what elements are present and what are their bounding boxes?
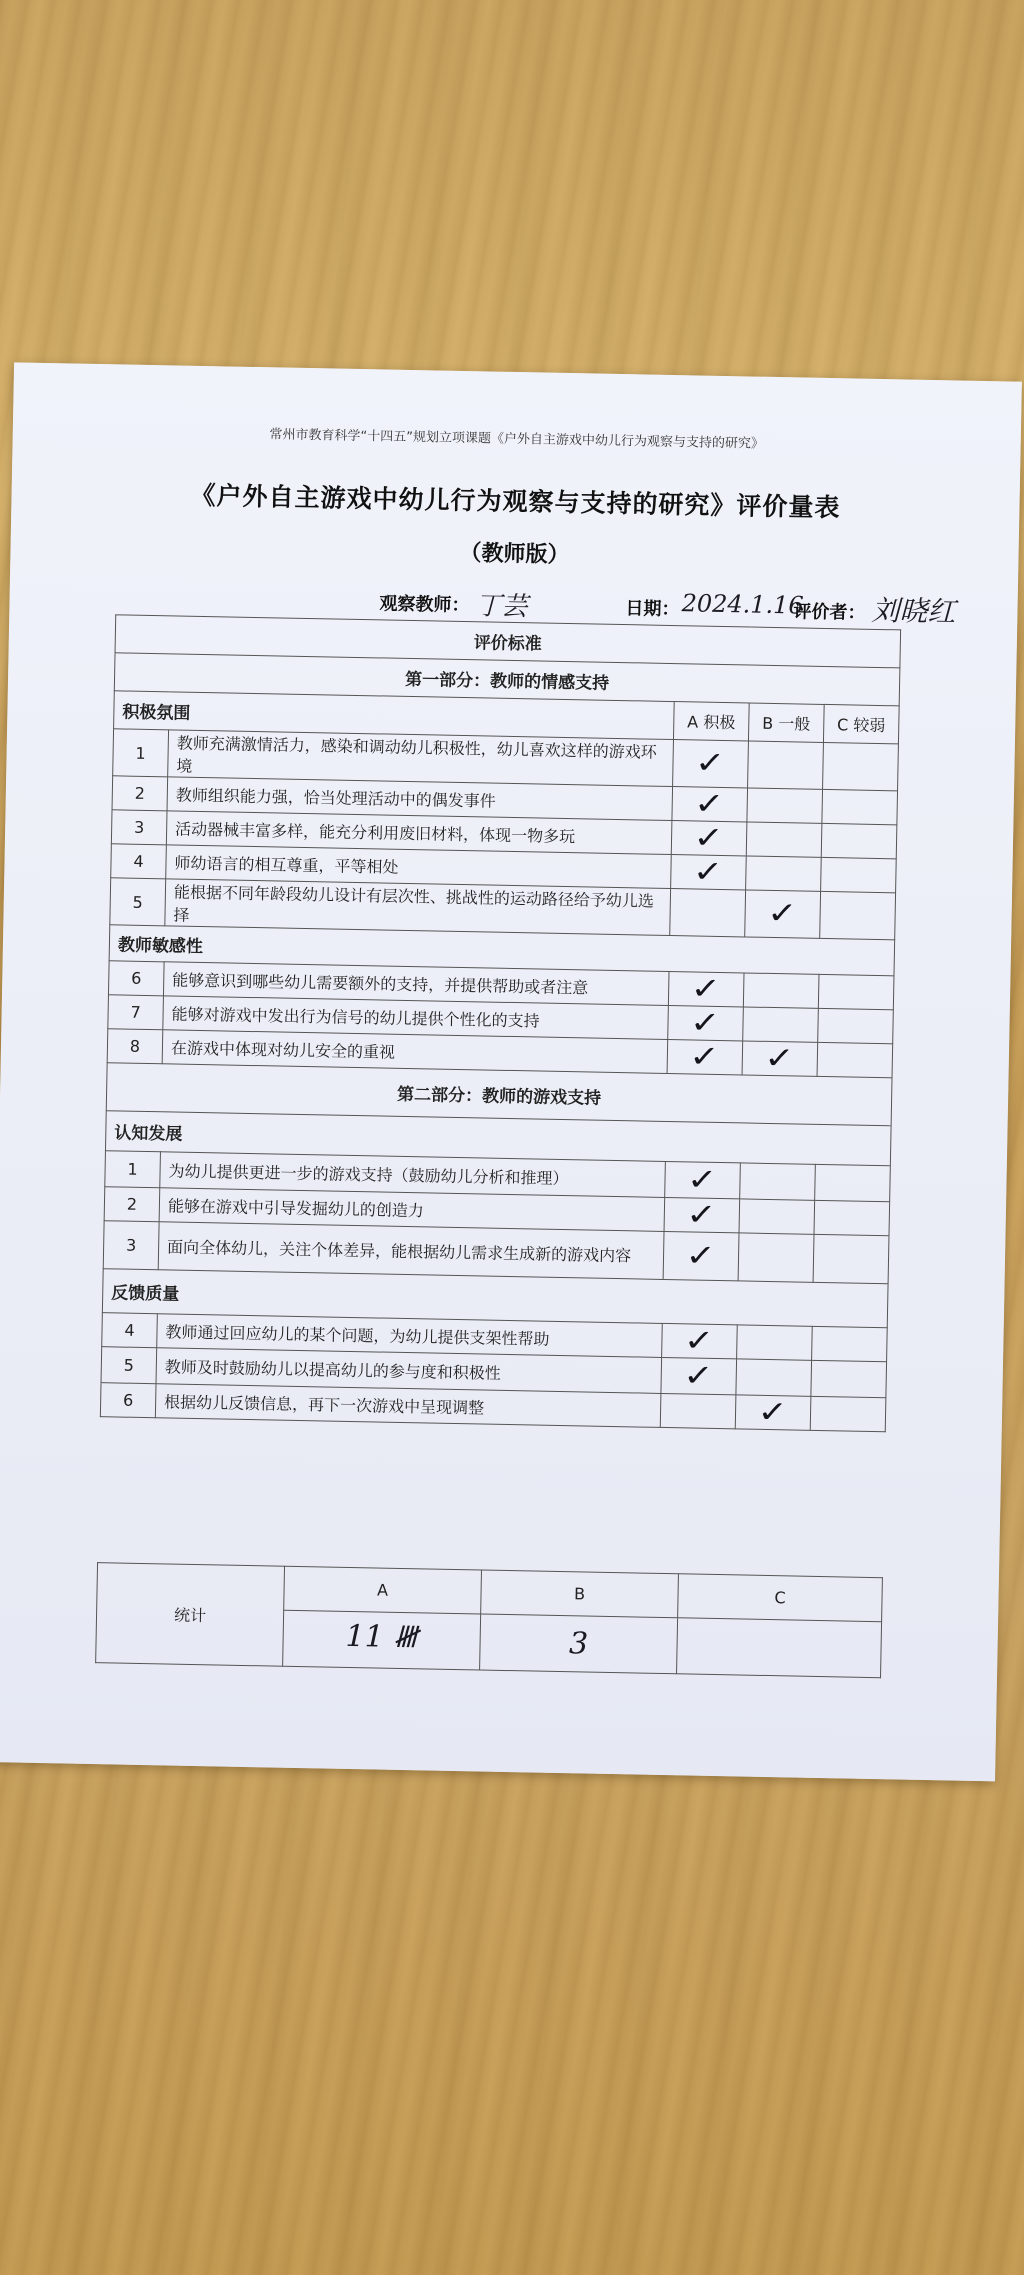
row-number: 1: [105, 1151, 161, 1188]
date-handwritten: 2024.1.16: [681, 589, 804, 620]
check-mark-a: ✓: [695, 745, 726, 782]
column-c-header: C 较弱: [823, 704, 899, 743]
row-text: 能够在游戏中引导发掘幼儿的创造力: [159, 1188, 665, 1232]
row-text: 能根据不同年龄段幼儿设计有层次性、挑战性的运动路径给予幼儿选择: [165, 879, 671, 936]
check-mark-b: ✓: [764, 1040, 796, 1076]
row-number: 6: [100, 1383, 156, 1418]
check-mark-a: ✓: [686, 1196, 718, 1233]
check-mark-b: ✓: [757, 1394, 789, 1430]
check-mark-a: ✓: [685, 1237, 717, 1274]
row-number: 3: [103, 1221, 159, 1270]
statistics-table: [95, 1562, 883, 1678]
row-number: 3: [111, 810, 167, 845]
row-number: 1: [113, 729, 169, 777]
stat-c-value: [677, 1618, 882, 1678]
check-mark-a: ✓: [683, 1357, 715, 1394]
form-title: 《户外自主游戏中幼儿行为观察与支持的研究》评价量表: [190, 480, 841, 523]
project-header: 常州市教育科学“十四五”规划立项课题《户外自主游戏中幼儿行为观察与支持的研究》: [269, 427, 765, 452]
row-number: 5: [110, 878, 166, 926]
row-number: 8: [107, 1029, 163, 1064]
date-label: 日期：: [625, 598, 680, 621]
part2-title: 第二部分：教师的游戏支持: [106, 1063, 892, 1126]
criteria-heading: 评价标准: [115, 615, 901, 668]
criteria-table: [100, 614, 901, 1432]
evaluation-sheet: [0, 362, 1022, 1781]
row-text: 为幼儿提供更进一步的游戏支持（鼓励幼儿分析和推理）: [160, 1152, 666, 1198]
row-text: 教师通过回应幼儿的某个问题，为幼儿提供支架性帮助: [157, 1314, 663, 1358]
check-mark-a: ✓: [687, 1161, 718, 1198]
row-text: 师幼语言的相互尊重，平等相处: [166, 845, 672, 889]
stat-c-header: C: [678, 1574, 883, 1622]
group-title: 反馈质量: [102, 1269, 888, 1328]
row-number: 4: [111, 844, 167, 879]
row-number: 7: [108, 995, 164, 1030]
evaluator-label: 评价者：: [793, 601, 866, 624]
check-mark-a: ✓: [694, 785, 726, 822]
statistics-label: 统计: [96, 1563, 285, 1667]
teacher-label: 观察教师：: [379, 593, 470, 617]
row-number: 5: [101, 1347, 157, 1384]
stat-b-value: 3: [480, 1614, 678, 1674]
stat-a-value: 11 𝍸: [283, 1610, 481, 1670]
row-text: 面向全体幼儿，关注个体差异，能根据幼儿需求生成新的游戏内容: [158, 1222, 664, 1280]
part1-title: 第一部分：教师的情感支持: [114, 653, 900, 706]
form-subtitle: （教师版）: [459, 540, 570, 569]
check-mark-a: ✓: [689, 1038, 721, 1075]
stat-a-header: A: [284, 1566, 482, 1614]
row-text: 能够意识到哪些幼儿需要额外的支持，并提供帮助或者注意: [163, 962, 669, 1006]
row-number: 4: [102, 1313, 158, 1348]
group-title: 积极氛围: [114, 691, 675, 740]
teacher-signature: 丁芸: [475, 591, 528, 623]
row-number: 2: [112, 776, 168, 811]
check-mark-b: ✓: [767, 895, 799, 932]
row-text: 教师充满激情活力，感染和调动幼儿积极性，幼儿喜欢这样的游戏环境: [168, 730, 674, 787]
row-text: 在游戏中体现对幼儿安全的重视: [162, 1030, 668, 1074]
check-mark-a: ✓: [690, 1004, 721, 1041]
group-title: 教师敏感性: [109, 925, 895, 976]
row-text: 能够对游戏中发出行为信号的幼儿提供个性化的支持: [163, 996, 669, 1040]
evaluator-signature: 刘晓红: [871, 593, 956, 629]
row-text: 教师组织能力强，恰当处理活动中的偶发事件: [167, 777, 673, 821]
column-b-header: B 一般: [748, 703, 824, 742]
row-text: 根据幼儿反馈信息，再下一次游戏中呈现调整: [155, 1384, 661, 1428]
check-mark-a: ✓: [684, 1322, 715, 1359]
column-a-header: A 积极: [673, 702, 749, 741]
check-mark-a: ✓: [690, 970, 722, 1007]
row-text: 教师及时鼓励幼儿以提高幼儿的参与度和积极性: [156, 1348, 662, 1394]
row-number: 6: [108, 961, 164, 996]
row-number: 2: [104, 1187, 160, 1222]
row-text: 活动器械丰富多样，能充分利用废旧材料，体现一物多玩: [166, 811, 672, 855]
stat-b-header: B: [481, 1570, 679, 1618]
check-mark-a: ✓: [693, 819, 725, 856]
group-title: 认知发展: [105, 1111, 891, 1166]
check-mark-a: ✓: [693, 853, 724, 890]
